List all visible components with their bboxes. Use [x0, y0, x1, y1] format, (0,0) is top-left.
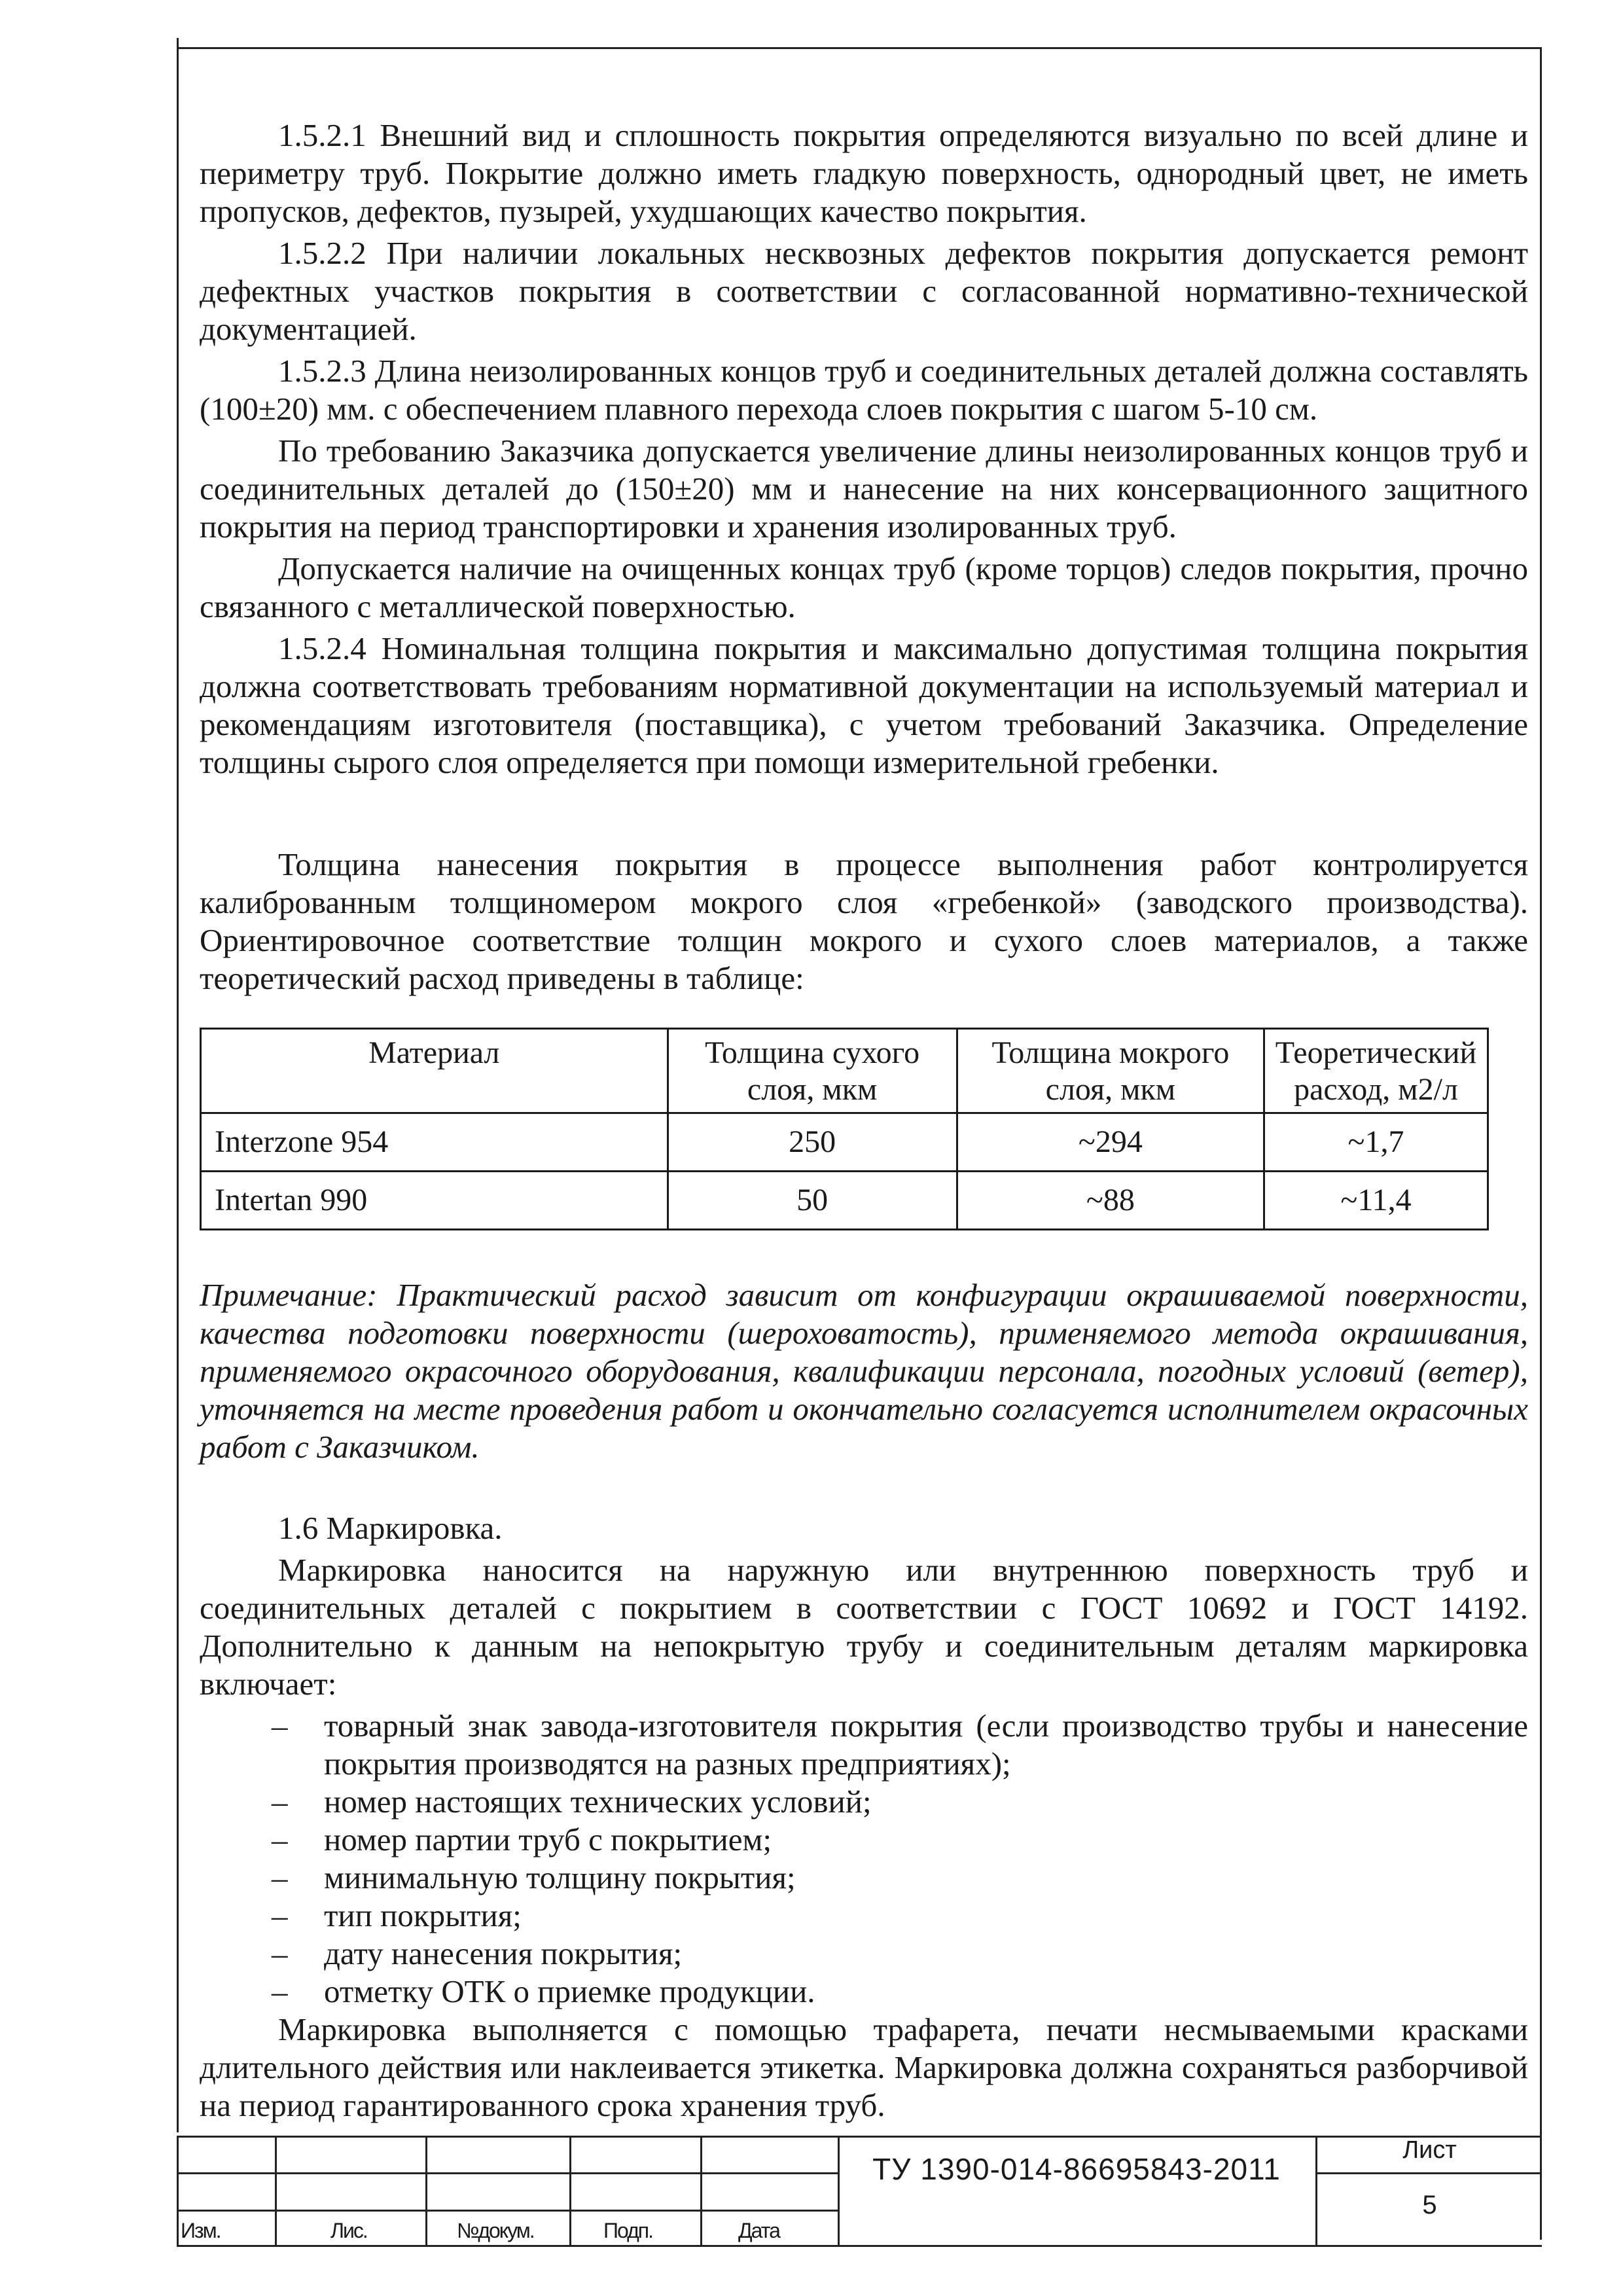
materials-table: [200, 1028, 1489, 1230]
list-item: [200, 1821, 1528, 1859]
title-block-bottom-line: [177, 2245, 1542, 2247]
caption-change: Изм.: [181, 2219, 221, 2242]
frame-left-border: [177, 38, 179, 2132]
dash-bullet: –: [272, 1897, 288, 1933]
cell-wet-thickness: ~294: [957, 1113, 1264, 1172]
paragraph-marking-outro: Маркировка выполняется с помощью трафарета, печати несмываемыми красками длительного действия или наклеивается этикетка. Маркировка должна сохраняться разборчивой на период гарантированного срока хранения труб.: [200, 2011, 1528, 2123]
caption-signature: Подп.: [603, 2219, 652, 2242]
list-item-text: отметку ОТК о приемке продукции.: [324, 1973, 815, 2009]
paragraph-marking-intro: Маркировка наносится на наружную или внутреннюю поверхность труб и соединительных деталей с покрытием в соответствии с ГОСТ 10692 и ГОСТ 14192. Дополнительно к данным на непокрытую трубу и соединительным деталям маркировка включает:: [200, 1552, 1528, 1702]
frame-right-border: [1540, 47, 1542, 2240]
list-item: [200, 1783, 1528, 1821]
cell-dry-thickness: 250: [668, 1113, 957, 1172]
title-block: [177, 2136, 1542, 2247]
header-theoretical-consumption: Теоретический расход, м2/л: [1264, 1029, 1488, 1113]
page-content: [200, 117, 1528, 2128]
title-block-column-line: [275, 2136, 277, 2247]
header-wet-thickness: Толщина мокрого слоя, мкм: [957, 1029, 1264, 1113]
header-material: Материал: [201, 1029, 668, 1113]
list-item-text: дату нанесения покрытия;: [324, 1935, 683, 1971]
paragraph-1-5-2-3: 1.5.2.3 Длина неизолированных концов труб и соединительных деталей должна составлять (100±20) мм. с обеспечением плавного перехода слоев покрытия с шагом 5-10 см.: [200, 353, 1528, 427]
title-block-column-line: [425, 2136, 427, 2247]
title-block-column-line: [700, 2136, 702, 2247]
paragraph-1-5-2-4: 1.5.2.4 Номинальная толщина покрытия и максимально допустимая толщина покрытия должна соответствовать требованиям нормативной документации на используемый материал и рекомендациям изготовителя (поставщика), с учетом требований Заказчика. Определение толщины сырого слоя определяется при помощи измерительной гребенки.: [200, 630, 1528, 780]
caption-sheet: Лис.: [330, 2219, 367, 2242]
marking-list: [200, 1707, 1528, 2011]
list-item-text: товарный знак завода-изготовителя покрытия (если производство трубы и нанесение покрытия производятся на разных предприятиях);: [324, 1708, 1528, 1782]
caption-document-number: №докум.: [457, 2219, 534, 2242]
cell-material: Interzone 954: [201, 1113, 668, 1172]
title-block-column-line: [177, 2136, 179, 2247]
document-code: ТУ 1390-014-86695843-2011: [872, 2152, 1281, 2186]
table-header-row: [201, 1029, 1488, 1113]
dash-bullet: –: [272, 1821, 288, 1857]
table-note: Примечание: Практический расход зависит от конфигурации окрашиваемой поверхности, качества подготовки поверхности (шероховатость), применяемого метода окрашивания, применяемого окрасочного оборудования, квалификации персонала, погодных условий (ветер), уточняется на месте проведения работ и окончательно согласуется исполнителем окрасочных работ с Заказчиком.: [200, 1277, 1528, 1465]
list-item-text: минимальную толщину покрытия;: [324, 1859, 796, 1895]
list-item: [200, 1897, 1528, 1935]
dash-bullet: –: [272, 1708, 288, 1744]
dash-bullet: –: [272, 1973, 288, 2009]
list-item: [200, 1973, 1528, 2011]
sheet-label: Лист: [1402, 2136, 1457, 2164]
cell-consumption: ~1,7: [1264, 1113, 1488, 1172]
cell-consumption: ~11,4: [1264, 1172, 1488, 1230]
list-item-text: номер партии труб с покрытием;: [324, 1821, 772, 1857]
title-block-sheet-line: [1315, 2172, 1542, 2174]
dash-bullet: –: [272, 1859, 288, 1895]
frame-top-border: [177, 47, 1542, 49]
caption-date: Дата: [738, 2219, 779, 2242]
cell-material: Intertan 990: [201, 1172, 668, 1230]
header-dry-thickness: Толщина сухого слоя, мкм: [668, 1029, 957, 1113]
list-item-text: номер настоящих технических условий;: [324, 1784, 872, 1820]
table-row: [201, 1113, 1488, 1172]
paragraph-1-5-2-1: 1.5.2.1 Внешний вид и сплошность покрытия определяются визуально по всей длине и периметру труб. Покрытие должно иметь гладкую поверхность, однородный цвет, не иметь пропусков, дефектов, пузырей, ухудшающих качество покрытия.: [200, 117, 1528, 229]
list-item: [200, 1859, 1528, 1897]
cell-wet-thickness: ~88: [957, 1172, 1264, 1230]
dash-bullet: –: [272, 1935, 288, 1971]
table-row: [201, 1172, 1488, 1230]
paragraph-table-intro: Толщина нанесения покрытия в процессе выполнения работ контролируется калиброванным толщиномером мокрого слоя «гребенкой» (заводского производства). Ориентировочное соответствие толщин мокрого и сухого слоев материалов, а также теоретический расход приведены в таблице:: [200, 846, 1528, 996]
list-item-text: тип покрытия;: [324, 1897, 522, 1933]
paragraph-1-5-2-2: 1.5.2.2 При наличии локальных несквозных дефектов покрытия допускается ремонт дефектных участков покрытия в соответствии с согласованной нормативно-технической документацией.: [200, 235, 1528, 347]
dash-bullet: –: [272, 1784, 288, 1820]
cell-dry-thickness: 50: [668, 1172, 957, 1230]
list-item: [200, 1935, 1528, 1973]
title-block-column-line: [569, 2136, 571, 2247]
sheet-number: 5: [1422, 2191, 1437, 2219]
paragraph-customer-request: По требованию Заказчика допускается увеличение длины неизолированных концов труб и соединительных деталей до (150±20) мм и нанесение на них консервационного защитного покрытия на период транспортировки и хранения изолированных труб.: [200, 433, 1528, 545]
paragraph-traces-allowed: Допускается наличие на очищенных концах труб (кроме торцов) следов покрытия, прочно связанного с металлической поверхностью.: [200, 550, 1528, 624]
section-heading-marking: 1.6 Маркировка.: [278, 1510, 503, 1546]
list-item: [200, 1707, 1528, 1783]
